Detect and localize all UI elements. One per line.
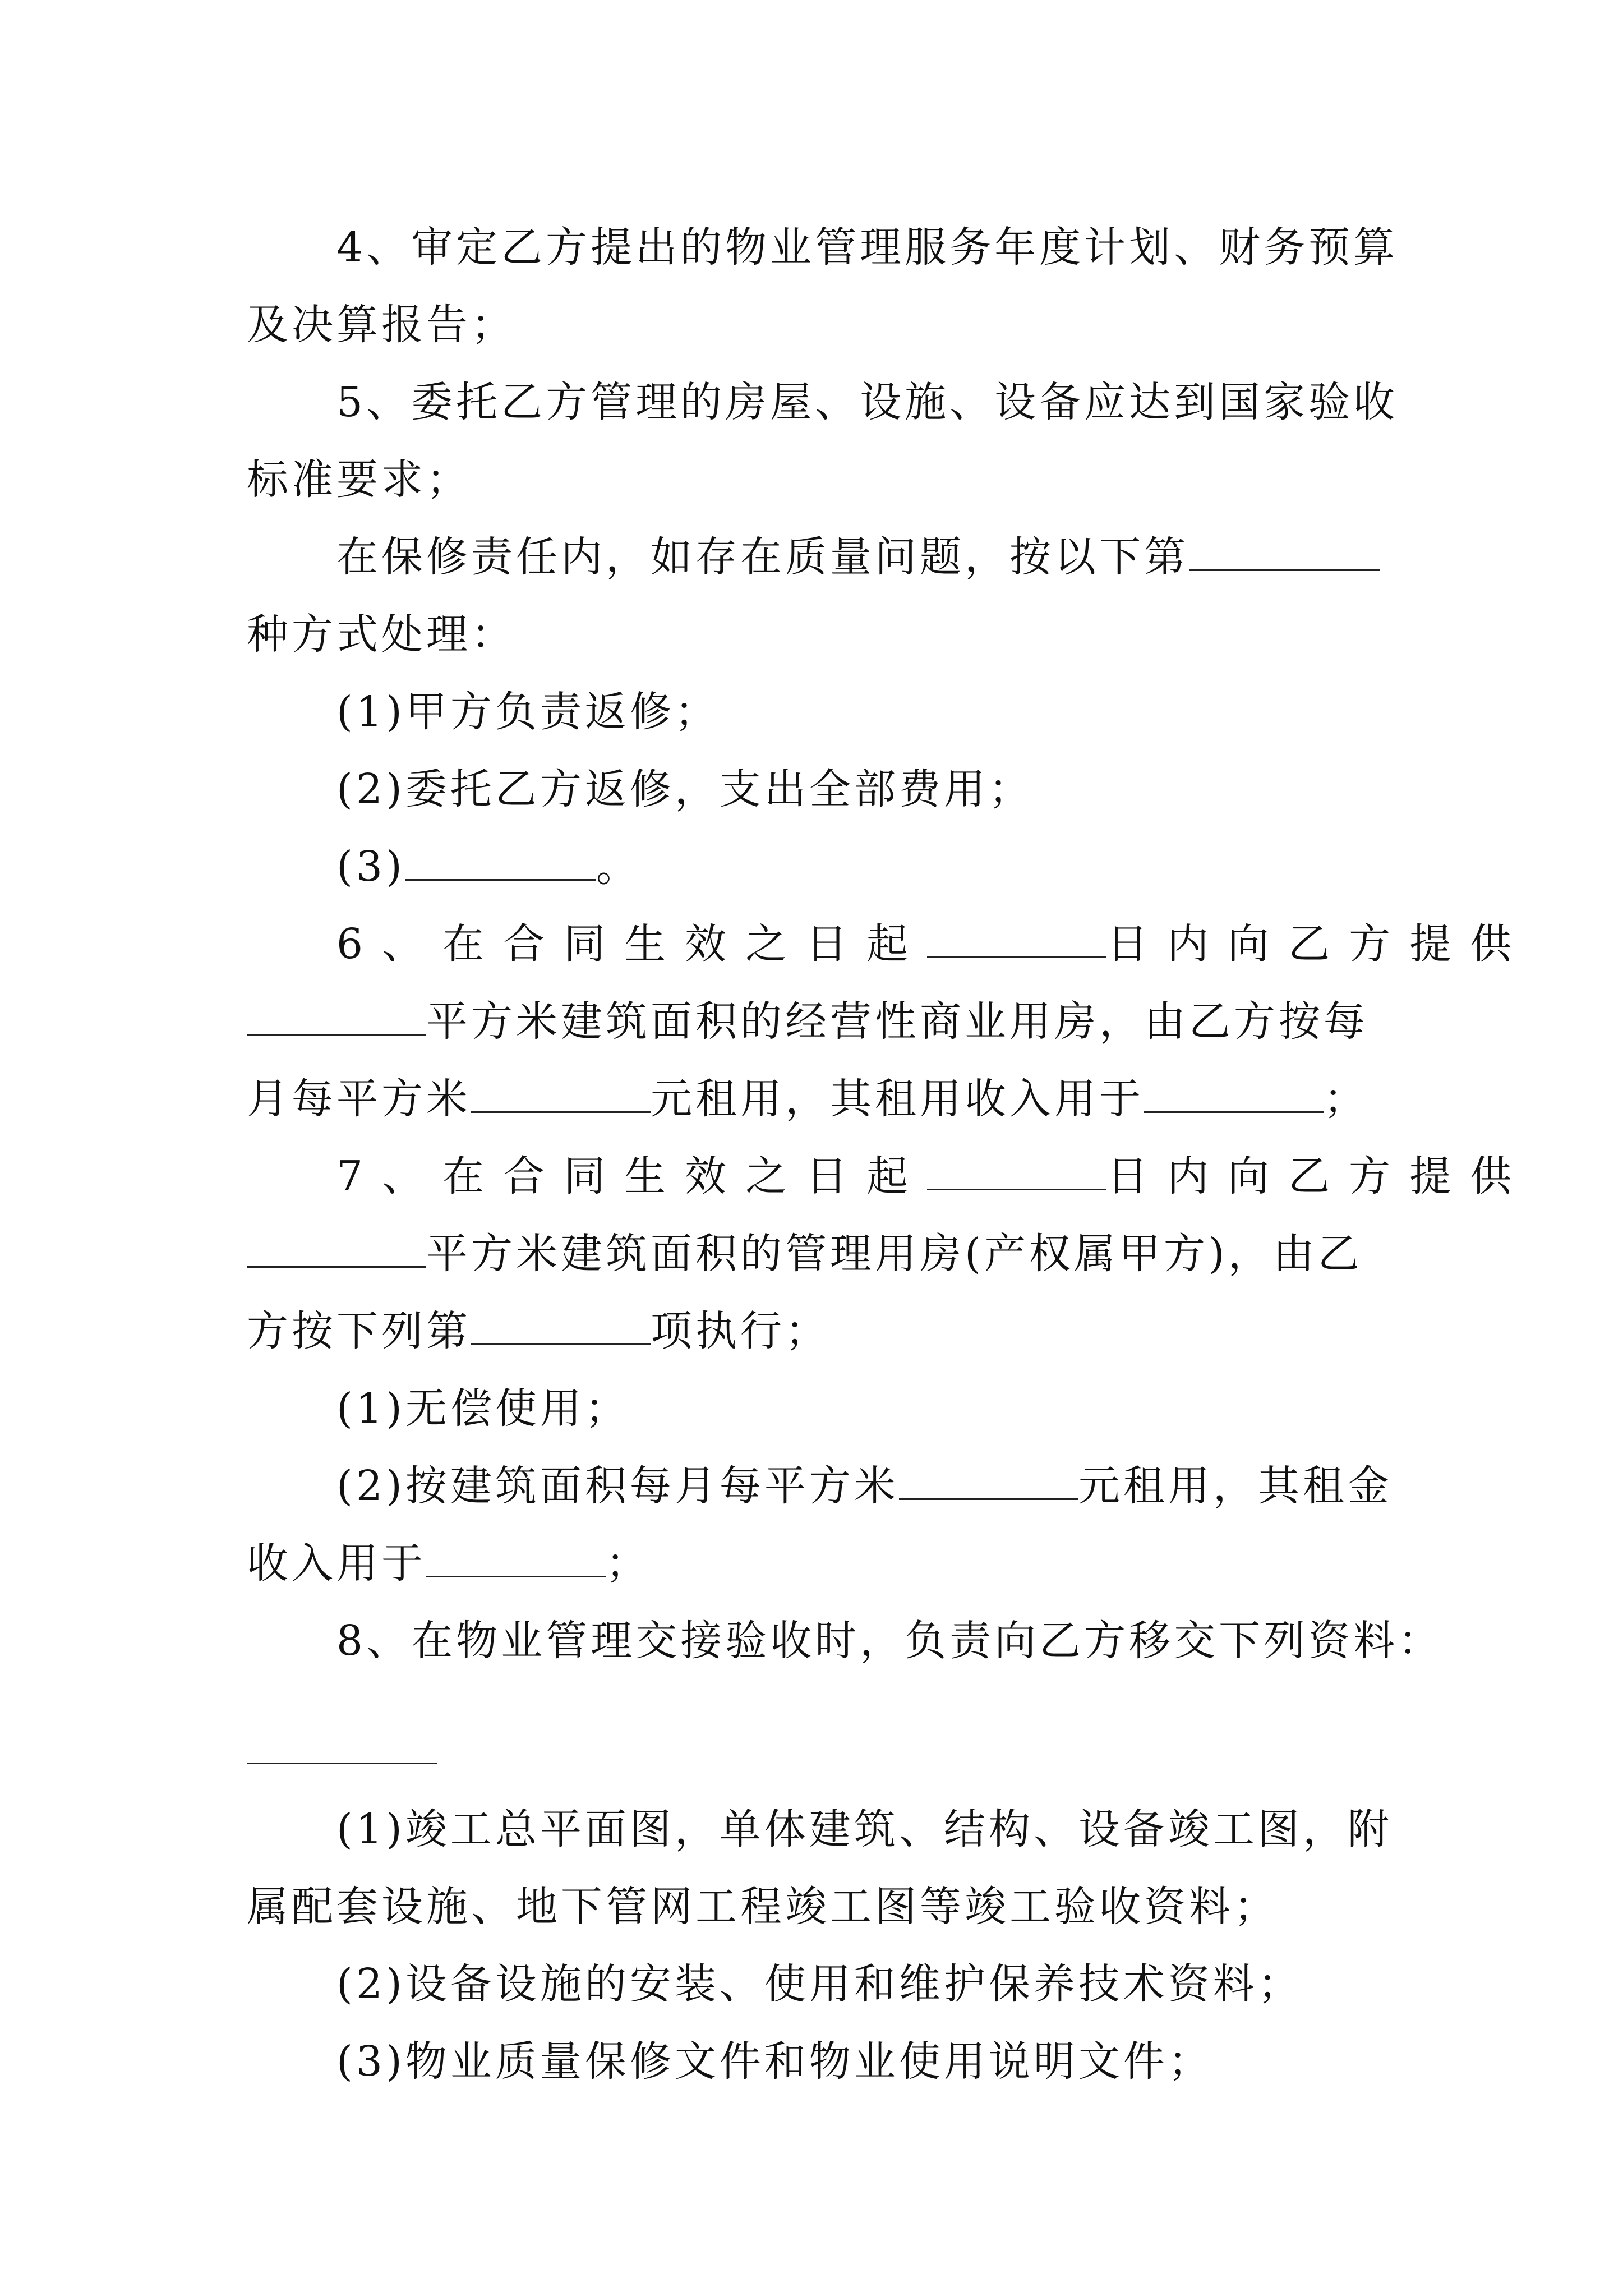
paragraph-continuation [247,596,1378,673]
paragraph-text: (2)设备设施的安装、使用和维护保养技术资料； [336,1960,1303,2008]
paragraph-text: 平方米建筑面积的管理用房(产权属甲方)，由乙 [426,1230,1363,1278]
list-item-3 [247,2023,1378,2100]
paragraph-text: 。 [596,843,641,891]
fill-in-blank [899,1465,1078,1500]
list-item-2 [247,1447,1393,1525]
list-item-1 [247,673,1378,751]
paragraph-text: 7、在合同生效之日起 [336,1152,928,1200]
paragraph-text: 6、在合同生效之日起 [336,920,928,968]
fill-in-blank [927,1155,1106,1190]
fill-in-blank [471,1078,651,1113]
fill-in-blank [247,1000,426,1036]
paragraph-continuation [247,1868,1378,1945]
paragraph-item-8 [247,1602,1444,1680]
paragraph-continuation [247,1215,1378,1292]
paragraph-text: 元租用，其租金 [1078,1462,1393,1510]
paragraph-text: 日内向乙方提供 [1106,1152,1531,1200]
paragraph-text: (3) [336,843,405,891]
fill-in-blank [471,1310,651,1345]
paragraph-text: 5、委托乙方管理的房屋、设施、设备应达到国家验收 [336,378,1399,426]
paragraph-item-5 [247,364,1399,441]
fill-in-blank [927,923,1106,958]
fill-in-blank [247,1729,437,1764]
paragraph-continuation [247,1292,1378,1370]
fill-in-blank [1144,1078,1324,1113]
paragraph-text: 月每平方米 [247,1075,471,1123]
paragraph-text: (2)按建筑面积每月每平方米 [336,1462,899,1510]
fill-in-blank [1189,536,1380,571]
list-item-1 [247,1370,1378,1447]
paragraph-text: 项执行； [651,1307,830,1355]
paragraph-continuation [247,983,1378,1060]
paragraph-text: (1)竣工总平面图，单体建筑、结构、设备竣工图，附 [336,1805,1393,1853]
paragraph-text: 平方米建筑面积的经营性商业用房，由乙方按每 [426,997,1368,1046]
paragraph-text: 属配套设施、地下管网工程竣工图等竣工验收资料； [247,1883,1279,1931]
paragraph-text: (2)委托乙方返修，支出全部费用； [336,765,1034,813]
fill-in-blank [247,1232,426,1268]
list-item-2 [247,751,1378,828]
paragraph-text: 标准要求； [247,455,471,504]
paragraph-text: 元租用，其租用收入用于 [651,1075,1144,1123]
paragraph-text: (1)无偿使用； [336,1384,630,1433]
paragraph-text: ； [1324,1075,1368,1123]
paragraph-item-4 [247,209,1399,286]
fill-in-blank [426,1542,606,1577]
paragraph-continuation [247,1060,1378,1138]
paragraph-text: 收入用于 [247,1539,426,1588]
paragraph-text: 及决算报告； [247,301,516,349]
paragraph-text: 8、在物业管理交接验收时，负责向乙方移交下列资料： [336,1617,1444,1665]
paragraph-text: 日内向乙方提供 [1106,920,1531,968]
list-item-2 [247,1945,1378,2023]
paragraph-text: (3)物业质量保修文件和物业使用说明文件； [336,2037,1213,2086]
paragraph-continuation [247,441,1378,518]
paragraph-text: 种方式处理： [247,610,516,659]
paragraph-continuation [247,286,1378,364]
paragraph-text: 4、审定乙方提出的物业管理服务年度计划、财务预算 [336,223,1399,272]
paragraph-item-6 [247,905,1531,983]
paragraph-continuation [247,1525,1378,1602]
paragraph-text: ； [606,1539,651,1588]
list-item-1 [247,1791,1393,1868]
paragraph-warranty [247,518,1378,596]
spacer [247,1680,1378,1713]
paragraph-text: 在保修责任内，如存在质量问题，按以下第 [336,533,1189,581]
document-body [247,209,1531,2100]
blank-line [247,1713,1378,1791]
list-item-3 [247,828,1378,905]
paragraph-text: (1)甲方负责返修； [336,688,720,736]
paragraph-item-7 [247,1138,1531,1215]
paragraph-text: 方按下列第 [247,1307,471,1355]
fill-in-blank [405,845,596,881]
